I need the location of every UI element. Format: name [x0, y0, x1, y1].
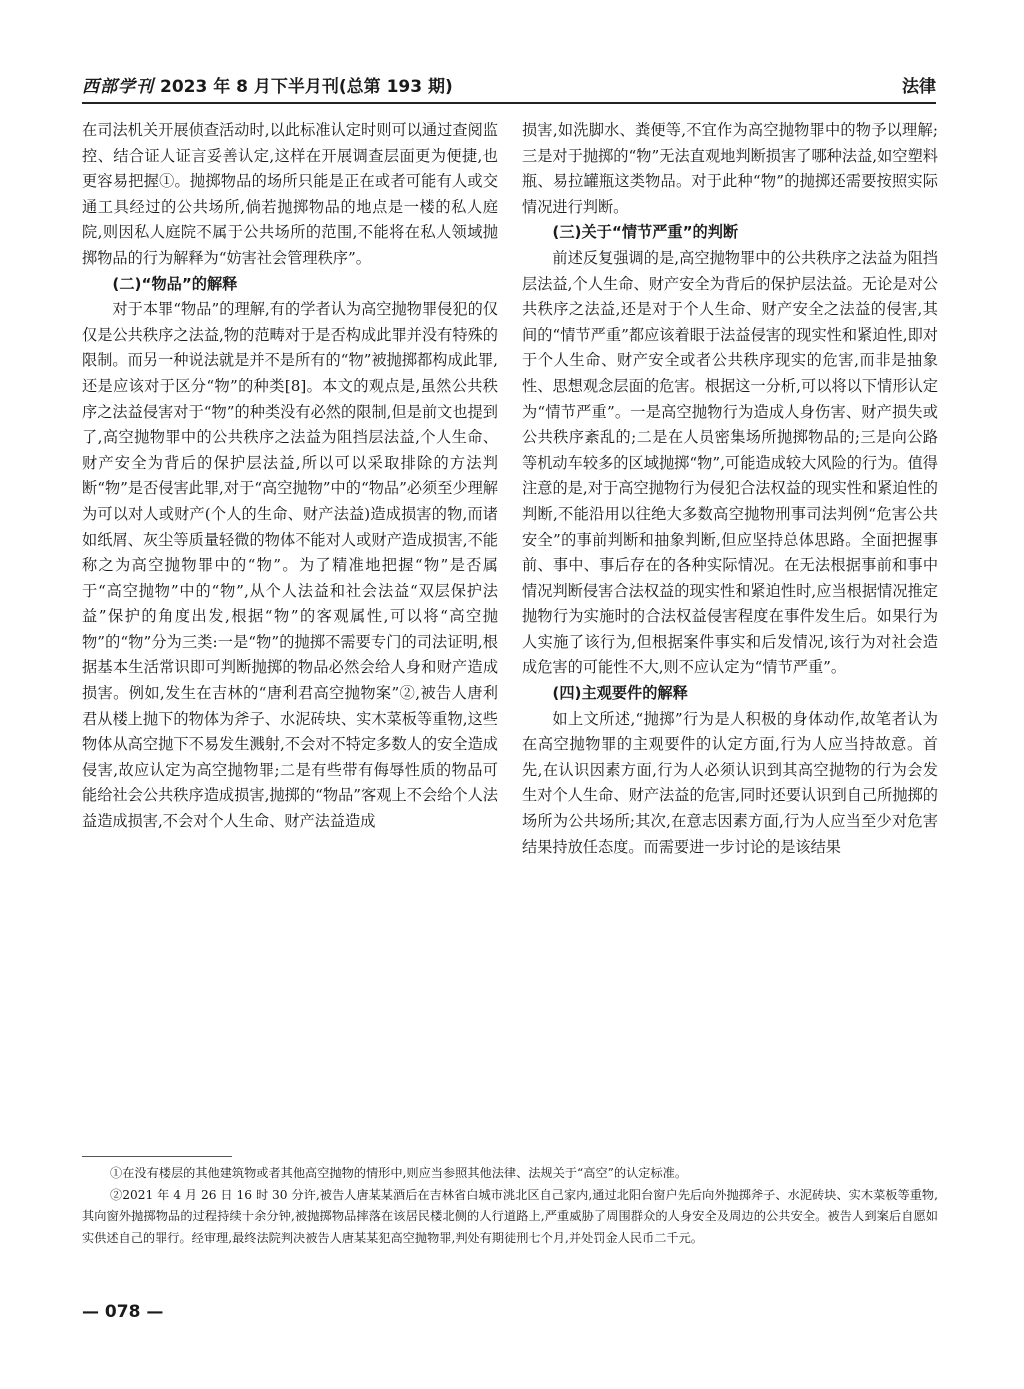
section-heading: (二)“物品”的解释: [112, 274, 238, 293]
footnote: ②2021 年 4 月 26 日 16 时 30 分许,被告人唐某某酒后在吉林省白城市洮北区自己家内,通过北阳台窗户先后向外抛掷斧子、水泥砖块、实木菜板等重物,其向窗外抛掷物品的过程持续十余分钟,被抛掷物品摔落在该居民楼北侧的人行道路上,严重威胁了周围群众的人身安全及周边的公共安全。被告人到案后自愿如实供述自己的罪行。经审理,最终法院判决被告人唐某某犯高空抛物罪,判处有期徒刑七个月,并处罚金人民币二千元。: [82, 1187, 938, 1245]
paragraph: 在司法机关开展侦查活动时,以此标准认定时则可以通过查阅监控、结合证人证言妥善认定,这样在开展调查层面更为便捷,也更容易把握①。抛掷物品的场所只能是正在或者可能有人或交通工具经过的公共场所,倘若抛掷物品的地点是一楼的私人庭院,则因私人庭院不属于公共场所的范围,不能将在私人领域抛掷物品的行为解释为“妨害社会管理秩序”。: [82, 121, 498, 267]
left-column: [82, 118, 498, 835]
journal-logo: 西部学刊: [82, 77, 154, 97]
footnotes: [82, 1163, 938, 1249]
section-heading: (三)关于“情节严重”的判断: [552, 223, 739, 242]
page-header: [82, 62, 936, 104]
paragraph: 如上文所述,“抛掷”行为是人积极的身体动作,故笔者认为在高空抛物罪的主观要件的认定方面,行为人应当持故意。首先,在认识因素方面,行为人必须认识到其高空抛物的行为会发生对个人生命、财产法益的危害,同时还要认识到自己所抛掷的场所为公共场所;其次,在意志因素方面,行为人应当至少对危害结果持放任态度。而需要进一步讨论的是该结果: [522, 709, 938, 856]
paragraph: 对于本罪“物品”的理解,有的学者认为高空抛物罪侵犯的仅仅是公共秩序之法益,物的范畴对于是否构成此罪并没有特殊的限制。而另一种说法就是并不是所有的“物”被抛掷都构成此罪,还是应该对于区分“物”的种类[8]。本文的观点是,虽然公共秩序之法益侵害对于“物”的种类没有必然的限制,但是前文也提到了,高空抛物罪中的公共秩序之法益为阻挡层法益,个人生命、财产安全为背后的保护层法益,所以可以采取排除的方法判断“物”是否侵害此罪,对于“高空抛物”中的“物品”必须至少理解为可以对人或财产(个人的生命、财产法益)造成损害的物,而诸如纸屑、灰尘等质量轻微的物体不能对人或财产造成损害,不能称之为高空抛物罪中的“物”。为了精准地把握“物”是否属于“高空抛物”中的“物”,从个人法益和社会法益“双层保护法益”保护的角度出发,根据“物”的客观属性,可以将“高空抛物”的“物”分为三类:一是“物”的抛掷不需要专门的司法证明,根据基本生活常识即可判断抛掷的物品必然会给人身和财产造成损害。例如,发生在吉林的“唐利君高空抛物案”②,被告人唐利君从楼上抛下的物体为斧子、水泥砖块、实木菜板等重物,这些物体从高空抛下不易发生溅射,不会对不特定多数人的安全造成侵害,故应认定为高空抛物罪;二是有些带有侮辱性质的物品可能给社会公共秩序造成损害,抛掷的“物品”客观上不会给个人法益造成损害,不会对个人生命、财产法益造成: [82, 300, 498, 831]
paragraph: 前述反复强调的是,高空抛物罪中的公共秩序之法益为阻挡层法益,个人生命、财产安全为背后的保护层法益。无论是对公共秩序之法益,还是对于个人生命、财产安全之法益的侵害,其间的“情节严重”都应该着眼于法益侵害的现实性和紧迫性,即对于个人生命、财产安全或者公共秩序现实的危害,而非是抽象性、思想观念层面的危害。根据这一分析,可以将以下情形认定为“情节严重”。一是高空抛物行为造成人身伤害、财产损失或公共秩序紊乱的;二是在人员密集场所抛掷物品的;三是向公路等机动车较多的区域抛掷“物”,可能造成较大风险的行为。值得注意的是,对于高空抛物行为侵犯合法权益的现实性和紧迫性的判断,不能沿用以往绝大多数高空抛物刑事司法判例“危害公共安全”的事前判断和抽象判断,但应坚持总体思路。全面把握事前、事中、事后存在的各种实际情况。在无法根据事前和事中情况判断侵害合法权益的现实性和紧迫性时,应当根据情况推定抛物行为实施时的合法权益侵害程度在事件发生后。如果行为人实施了该行为,但根据案件事实和后发情况,该行为对社会造成危害的可能性不大,则不应认定为“情节严重”。: [522, 248, 938, 677]
paragraph: 损害,如洗脚水、粪便等,不宜作为高空抛物罪中的物予以理解;三是对于抛掷的“物”无法直观地判断损害了哪种法益,如空塑料瓶、易拉罐瓶这类物品。对于此种“物”的抛掷还需要按照实际情况进行判断。: [522, 121, 938, 216]
footnote: ①在没有楼层的其他建筑物或者其他高空抛物的情形中,则应当参照其他法律、法规关于“高空”的认定标准。: [110, 1166, 688, 1180]
section-name: 法律: [902, 77, 936, 97]
footnote-divider: [82, 1156, 232, 1157]
journal-issue: 2023 年 8 月下半月刊(总第 193 期): [160, 77, 453, 97]
right-column: [522, 118, 938, 860]
page-number: — 078 —: [82, 1302, 164, 1322]
section-heading: (四)主观要件的解释: [552, 684, 688, 703]
